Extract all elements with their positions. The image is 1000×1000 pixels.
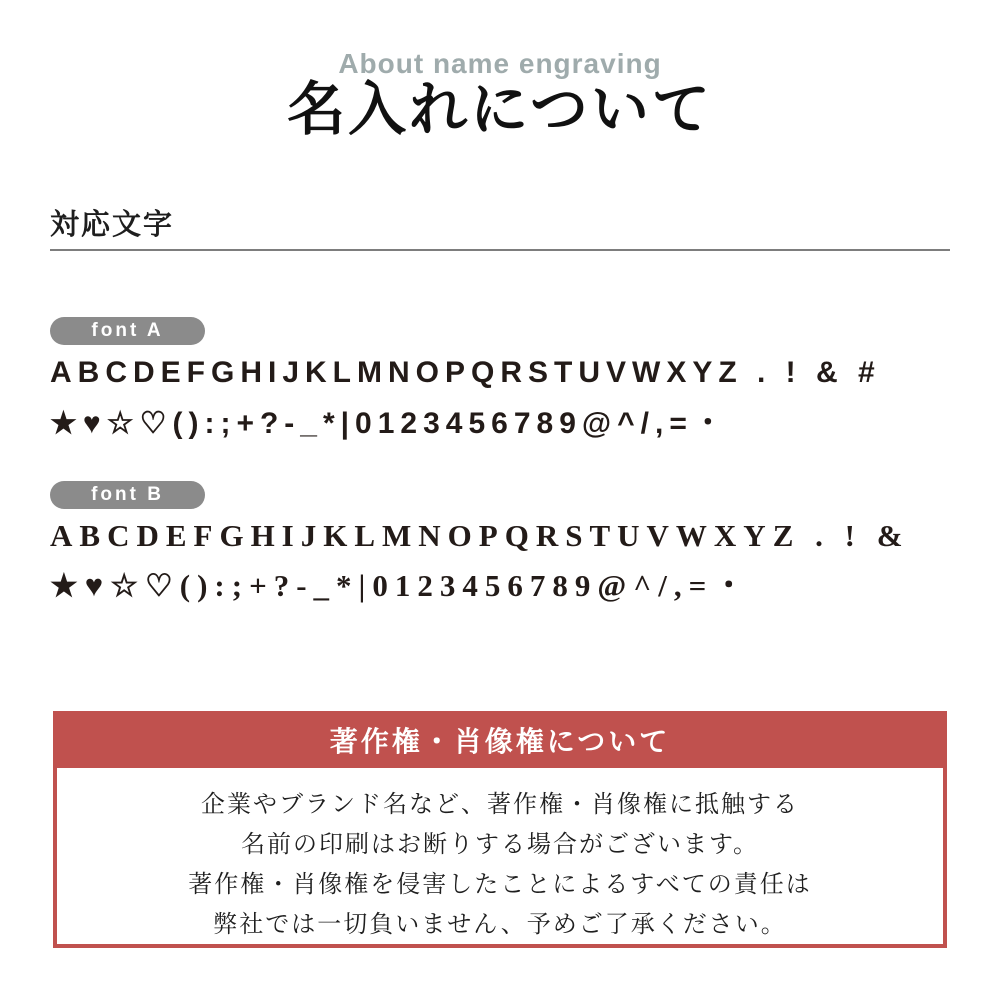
copyright-line: 弊社では一切負いません、予めご了承ください。 [213, 911, 787, 938]
font-a-letters-row: ABCDEFGHIJKLMNOPQRSTUVWXYZ . ! & # [50, 356, 881, 389]
copyright-line: 著作権・肖像権を侵害したことによるすべての責任は [188, 871, 812, 898]
page-title: 名入れについて [287, 77, 713, 142]
font-b-symbols-row: ★♥☆♡():;+?-_*|0123456789@^/,=・ [50, 568, 752, 603]
font-b-badge: font B [50, 481, 205, 509]
subtitle-en: About name engraving [338, 48, 662, 79]
copyright-notice-title: 著作権・肖像権について [57, 715, 943, 768]
font-a-badge: font A [50, 317, 205, 345]
divider-line [50, 249, 950, 251]
copyright-line: 名前の印刷はお断りする場合がございます。 [240, 831, 760, 858]
copyright-notice-box [53, 711, 947, 948]
copyright-notice-body [57, 768, 943, 945]
copyright-line: 企業やブランド名など、著作権・肖像権に抵触する [201, 791, 799, 818]
font-b-letters-row: ABCDEFGHIJKLMNOPQRSTUVWXYZ . ! & [50, 518, 910, 553]
font-a-symbols-row: ★♥☆♡():;+?-_*|0123456789@^/,=・ [50, 407, 729, 440]
supported-characters-heading: 対応文字 [50, 209, 175, 241]
